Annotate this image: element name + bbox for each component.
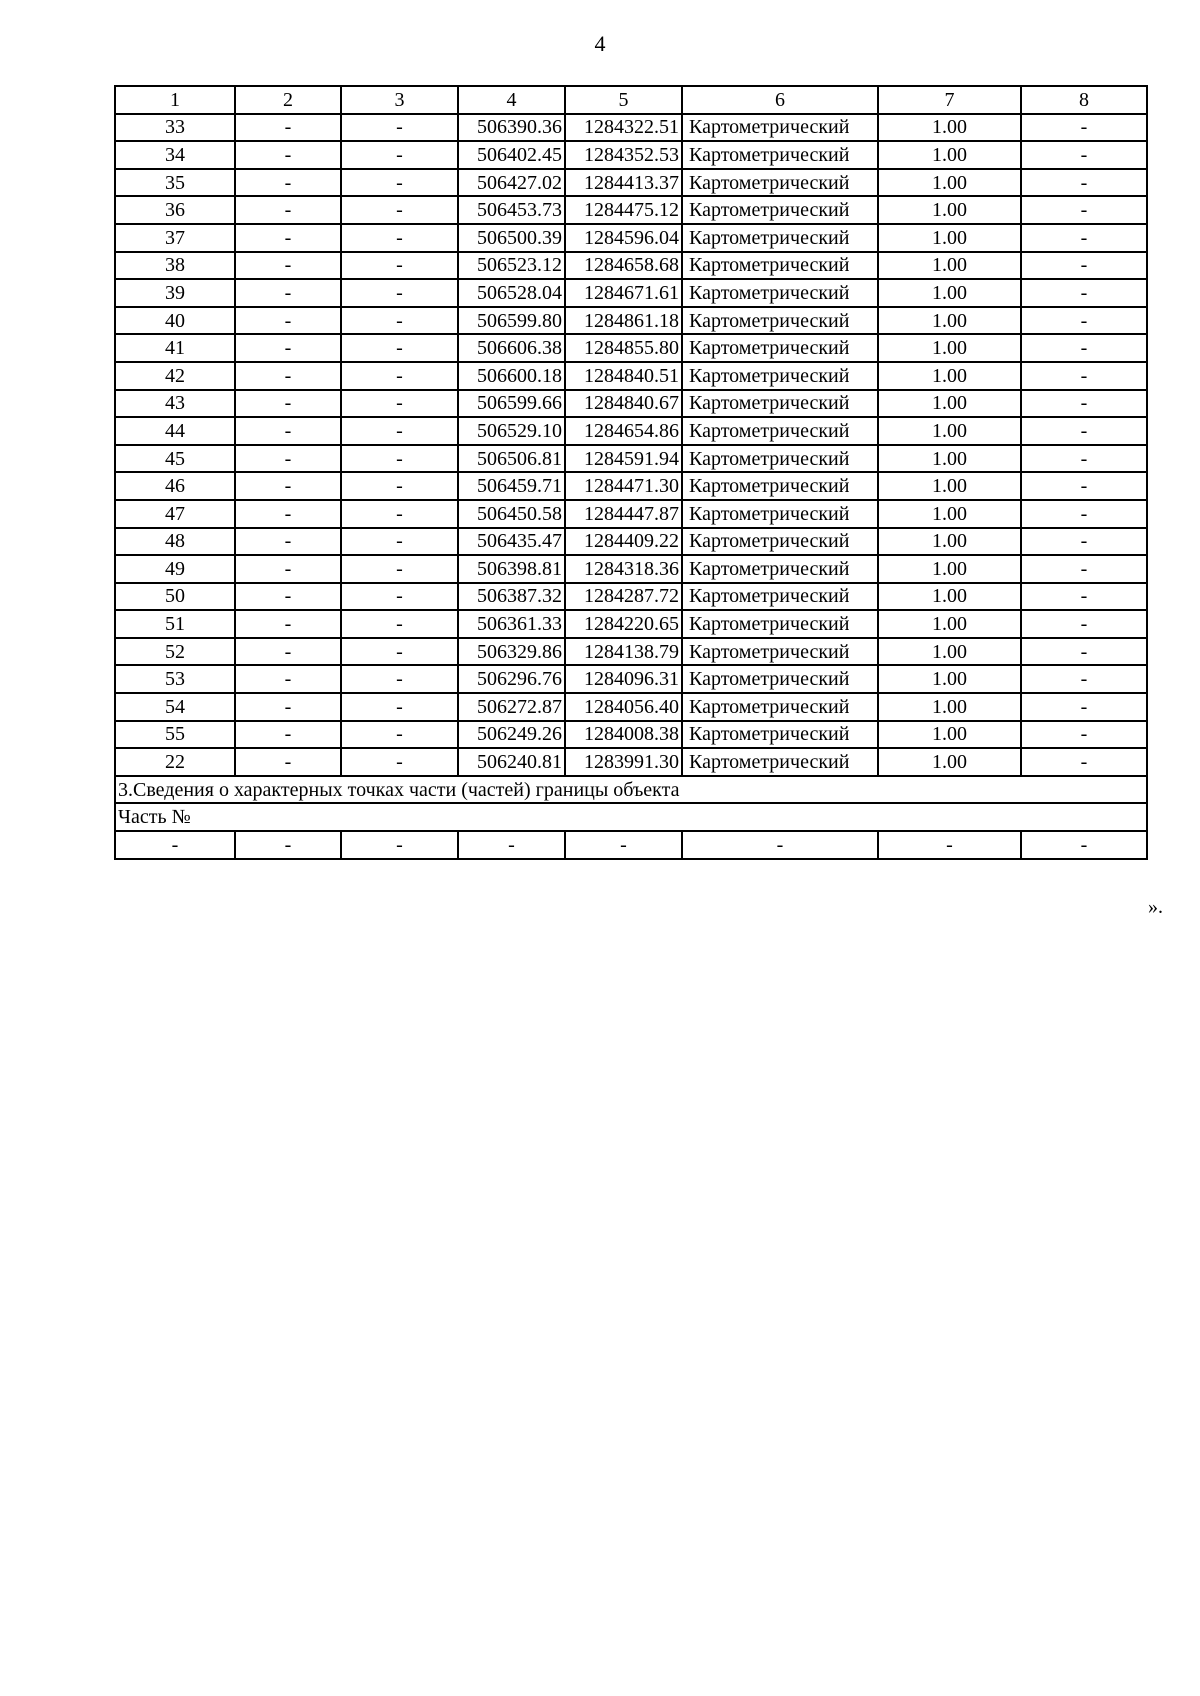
point-number-cell: 40 xyxy=(115,307,235,335)
part-label: Часть № xyxy=(115,803,1147,831)
point-number-cell: 53 xyxy=(115,665,235,693)
cell-8: - xyxy=(1021,224,1147,252)
coord-x-cell: 506459.71 xyxy=(458,472,565,500)
empty-cell: - xyxy=(458,831,565,859)
accuracy-cell: 1.00 xyxy=(878,610,1021,638)
method-cell: Картометрический xyxy=(682,555,878,583)
cell-8: - xyxy=(1021,472,1147,500)
cell-2: - xyxy=(235,196,341,224)
coord-x-cell: 506272.87 xyxy=(458,693,565,721)
coord-x-cell: 506390.36 xyxy=(458,114,565,142)
table-row xyxy=(115,252,1147,280)
cell-8: - xyxy=(1021,417,1147,445)
accuracy-cell: 1.00 xyxy=(878,279,1021,307)
coord-x-cell: 506427.02 xyxy=(458,169,565,197)
accuracy-cell: 1.00 xyxy=(878,528,1021,556)
column-header: 4 xyxy=(458,86,565,114)
method-cell: Картометрический xyxy=(682,583,878,611)
table-row xyxy=(115,500,1147,528)
column-header: 1 xyxy=(115,86,235,114)
cell-3: - xyxy=(341,169,458,197)
method-cell: Картометрический xyxy=(682,390,878,418)
part-label-row xyxy=(115,803,1147,831)
coord-y-cell: 1284352.53 xyxy=(565,141,682,169)
cell-2: - xyxy=(235,693,341,721)
coord-x-cell: 506329.86 xyxy=(458,638,565,666)
closing-quote-mark: ». xyxy=(1148,896,1163,918)
point-number-cell: 48 xyxy=(115,528,235,556)
coord-y-cell: 1284322.51 xyxy=(565,114,682,142)
point-number-cell: 37 xyxy=(115,224,235,252)
table-row xyxy=(115,665,1147,693)
cell-3: - xyxy=(341,279,458,307)
cell-2: - xyxy=(235,555,341,583)
method-cell: Картометрический xyxy=(682,693,878,721)
table-row xyxy=(115,693,1147,721)
cell-2: - xyxy=(235,417,341,445)
coord-x-cell: 506600.18 xyxy=(458,362,565,390)
cell-3: - xyxy=(341,445,458,473)
coord-y-cell: 1284138.79 xyxy=(565,638,682,666)
table-row xyxy=(115,610,1147,638)
cell-8: - xyxy=(1021,141,1147,169)
cell-3: - xyxy=(341,721,458,749)
point-number-cell: 43 xyxy=(115,390,235,418)
method-cell: Картометрический xyxy=(682,279,878,307)
point-number-cell: 44 xyxy=(115,417,235,445)
point-number-cell: 54 xyxy=(115,693,235,721)
cell-3: - xyxy=(341,748,458,776)
coord-x-cell: 506523.12 xyxy=(458,252,565,280)
cell-8: - xyxy=(1021,665,1147,693)
coord-x-cell: 506606.38 xyxy=(458,334,565,362)
point-number-cell: 41 xyxy=(115,334,235,362)
cell-3: - xyxy=(341,252,458,280)
coord-y-cell: 1284840.51 xyxy=(565,362,682,390)
method-cell: Картометрический xyxy=(682,307,878,335)
table-row xyxy=(115,748,1147,776)
method-cell: Картометрический xyxy=(682,500,878,528)
cell-3: - xyxy=(341,555,458,583)
column-header: 6 xyxy=(682,86,878,114)
method-cell: Картометрический xyxy=(682,638,878,666)
point-number-cell: 52 xyxy=(115,638,235,666)
accuracy-cell: 1.00 xyxy=(878,555,1021,583)
cell-8: - xyxy=(1021,307,1147,335)
coord-x-cell: 506387.32 xyxy=(458,583,565,611)
cell-8: - xyxy=(1021,638,1147,666)
cell-3: - xyxy=(341,638,458,666)
cell-8: - xyxy=(1021,583,1147,611)
cell-2: - xyxy=(235,334,341,362)
table-row xyxy=(115,445,1147,473)
table-row xyxy=(115,334,1147,362)
cell-8: - xyxy=(1021,555,1147,583)
coord-y-cell: 1284596.04 xyxy=(565,224,682,252)
cell-8: - xyxy=(1021,334,1147,362)
coord-x-cell: 506599.80 xyxy=(458,307,565,335)
point-number-cell: 51 xyxy=(115,610,235,638)
boundary-points-table xyxy=(114,85,1148,860)
cell-2: - xyxy=(235,500,341,528)
point-number-cell: 33 xyxy=(115,114,235,142)
accuracy-cell: 1.00 xyxy=(878,500,1021,528)
coord-y-cell: 1284855.80 xyxy=(565,334,682,362)
point-number-cell: 45 xyxy=(115,445,235,473)
cell-2: - xyxy=(235,445,341,473)
cell-3: - xyxy=(341,307,458,335)
method-cell: Картометрический xyxy=(682,334,878,362)
cell-2: - xyxy=(235,390,341,418)
cell-8: - xyxy=(1021,114,1147,142)
method-cell: Картометрический xyxy=(682,362,878,390)
point-number-cell: 39 xyxy=(115,279,235,307)
coord-x-cell: 506361.33 xyxy=(458,610,565,638)
accuracy-cell: 1.00 xyxy=(878,252,1021,280)
cell-3: - xyxy=(341,417,458,445)
accuracy-cell: 1.00 xyxy=(878,638,1021,666)
accuracy-cell: 1.00 xyxy=(878,334,1021,362)
accuracy-cell: 1.00 xyxy=(878,472,1021,500)
cell-2: - xyxy=(235,665,341,693)
point-number-cell: 35 xyxy=(115,169,235,197)
table-row xyxy=(115,417,1147,445)
cell-2: - xyxy=(235,472,341,500)
coord-y-cell: 1284658.68 xyxy=(565,252,682,280)
empty-cell: - xyxy=(235,831,341,859)
accuracy-cell: 1.00 xyxy=(878,748,1021,776)
table-row xyxy=(115,141,1147,169)
method-cell: Картометрический xyxy=(682,114,878,142)
table-row xyxy=(115,555,1147,583)
coord-x-cell: 506528.04 xyxy=(458,279,565,307)
coord-x-cell: 506450.58 xyxy=(458,500,565,528)
cell-8: - xyxy=(1021,279,1147,307)
empty-cell: - xyxy=(1021,831,1147,859)
cell-8: - xyxy=(1021,610,1147,638)
cell-3: - xyxy=(341,390,458,418)
accuracy-cell: 1.00 xyxy=(878,141,1021,169)
table-row xyxy=(115,472,1147,500)
coord-x-cell: 506398.81 xyxy=(458,555,565,583)
point-number-cell: 38 xyxy=(115,252,235,280)
accuracy-cell: 1.00 xyxy=(878,224,1021,252)
coord-x-cell: 506249.26 xyxy=(458,721,565,749)
accuracy-cell: 1.00 xyxy=(878,583,1021,611)
point-number-cell: 46 xyxy=(115,472,235,500)
cell-2: - xyxy=(235,252,341,280)
coord-y-cell: 1284654.86 xyxy=(565,417,682,445)
points-body xyxy=(115,114,1147,776)
cell-8: - xyxy=(1021,390,1147,418)
cell-2: - xyxy=(235,279,341,307)
table-row xyxy=(115,528,1147,556)
cell-8: - xyxy=(1021,252,1147,280)
point-number-cell: 22 xyxy=(115,748,235,776)
coord-y-cell: 1284861.18 xyxy=(565,307,682,335)
cell-2: - xyxy=(235,528,341,556)
column-header: 2 xyxy=(235,86,341,114)
coord-y-cell: 1284318.36 xyxy=(565,555,682,583)
cell-2: - xyxy=(235,307,341,335)
cell-2: - xyxy=(235,224,341,252)
coord-y-cell: 1284008.38 xyxy=(565,721,682,749)
method-cell: Картометрический xyxy=(682,169,878,197)
coord-x-cell: 506435.47 xyxy=(458,528,565,556)
method-cell: Картометрический xyxy=(682,445,878,473)
cell-8: - xyxy=(1021,500,1147,528)
section-title-row xyxy=(115,776,1147,804)
table-row xyxy=(115,169,1147,197)
cell-8: - xyxy=(1021,693,1147,721)
column-header: 8 xyxy=(1021,86,1147,114)
accuracy-cell: 1.00 xyxy=(878,665,1021,693)
accuracy-cell: 1.00 xyxy=(878,445,1021,473)
method-cell: Картометрический xyxy=(682,472,878,500)
cell-2: - xyxy=(235,638,341,666)
accuracy-cell: 1.00 xyxy=(878,196,1021,224)
cell-3: - xyxy=(341,334,458,362)
coord-y-cell: 1284287.72 xyxy=(565,583,682,611)
cell-2: - xyxy=(235,610,341,638)
method-cell: Картометрический xyxy=(682,252,878,280)
coord-y-cell: 1284409.22 xyxy=(565,528,682,556)
table-header-row xyxy=(115,86,1147,114)
coord-y-cell: 1284447.87 xyxy=(565,500,682,528)
point-number-cell: 42 xyxy=(115,362,235,390)
cell-2: - xyxy=(235,169,341,197)
coord-y-cell: 1284475.12 xyxy=(565,196,682,224)
column-header: 5 xyxy=(565,86,682,114)
section-title: 3.Сведения о характерных точках части (частей) границы объекта xyxy=(115,776,1147,804)
coord-x-cell: 506402.45 xyxy=(458,141,565,169)
coord-x-cell: 506529.10 xyxy=(458,417,565,445)
method-cell: Картометрический xyxy=(682,224,878,252)
coord-x-cell: 506453.73 xyxy=(458,196,565,224)
table-row xyxy=(115,390,1147,418)
coord-x-cell: 506506.81 xyxy=(458,445,565,473)
empty-cell: - xyxy=(115,831,235,859)
point-number-cell: 49 xyxy=(115,555,235,583)
method-cell: Картометрический xyxy=(682,528,878,556)
coord-y-cell: 1284471.30 xyxy=(565,472,682,500)
cell-8: - xyxy=(1021,748,1147,776)
empty-cell: - xyxy=(341,831,458,859)
coord-x-cell: 506599.66 xyxy=(458,390,565,418)
cell-8: - xyxy=(1021,445,1147,473)
coord-y-cell: 1284671.61 xyxy=(565,279,682,307)
coord-y-cell: 1284840.67 xyxy=(565,390,682,418)
column-header: 3 xyxy=(341,86,458,114)
method-cell: Картометрический xyxy=(682,721,878,749)
table-row xyxy=(115,196,1147,224)
method-cell: Картометрический xyxy=(682,141,878,169)
cell-8: - xyxy=(1021,528,1147,556)
coord-y-cell: 1284056.40 xyxy=(565,693,682,721)
accuracy-cell: 1.00 xyxy=(878,169,1021,197)
accuracy-cell: 1.00 xyxy=(878,390,1021,418)
accuracy-cell: 1.00 xyxy=(878,417,1021,445)
accuracy-cell: 1.00 xyxy=(878,362,1021,390)
method-cell: Картометрический xyxy=(682,748,878,776)
cell-3: - xyxy=(341,500,458,528)
empty-cell: - xyxy=(565,831,682,859)
cell-8: - xyxy=(1021,196,1147,224)
point-number-cell: 36 xyxy=(115,196,235,224)
cell-3: - xyxy=(341,196,458,224)
cell-8: - xyxy=(1021,362,1147,390)
method-cell: Картометрический xyxy=(682,417,878,445)
accuracy-cell: 1.00 xyxy=(878,693,1021,721)
coord-y-cell: 1284591.94 xyxy=(565,445,682,473)
cell-3: - xyxy=(341,665,458,693)
table-row xyxy=(115,279,1147,307)
method-cell: Картометрический xyxy=(682,665,878,693)
cell-2: - xyxy=(235,114,341,142)
table-row xyxy=(115,307,1147,335)
cell-3: - xyxy=(341,141,458,169)
accuracy-cell: 1.00 xyxy=(878,114,1021,142)
accuracy-cell: 1.00 xyxy=(878,307,1021,335)
cell-2: - xyxy=(235,362,341,390)
cell-3: - xyxy=(341,583,458,611)
coord-y-cell: 1284220.65 xyxy=(565,610,682,638)
coord-y-cell: 1284413.37 xyxy=(565,169,682,197)
cell-3: - xyxy=(341,114,458,142)
accuracy-cell: 1.00 xyxy=(878,721,1021,749)
cell-3: - xyxy=(341,528,458,556)
cell-2: - xyxy=(235,721,341,749)
coord-y-cell: 1283991.30 xyxy=(565,748,682,776)
cell-2: - xyxy=(235,748,341,776)
table-row xyxy=(115,721,1147,749)
table-row xyxy=(115,114,1147,142)
coord-x-cell: 506240.81 xyxy=(458,748,565,776)
table-row xyxy=(115,224,1147,252)
cell-3: - xyxy=(341,362,458,390)
cell-3: - xyxy=(341,224,458,252)
empty-cell: - xyxy=(878,831,1021,859)
point-number-cell: 55 xyxy=(115,721,235,749)
table-row xyxy=(115,362,1147,390)
point-number-cell: 50 xyxy=(115,583,235,611)
cell-8: - xyxy=(1021,169,1147,197)
coord-y-cell: 1284096.31 xyxy=(565,665,682,693)
table-row xyxy=(115,583,1147,611)
page-number: 4 xyxy=(594,31,606,56)
cell-3: - xyxy=(341,472,458,500)
cell-2: - xyxy=(235,141,341,169)
method-cell: Картометрический xyxy=(682,196,878,224)
cell-3: - xyxy=(341,693,458,721)
cell-8: - xyxy=(1021,721,1147,749)
coord-x-cell: 506500.39 xyxy=(458,224,565,252)
point-number-cell: 47 xyxy=(115,500,235,528)
column-header: 7 xyxy=(878,86,1021,114)
point-number-cell: 34 xyxy=(115,141,235,169)
table-row xyxy=(115,638,1147,666)
method-cell: Картометрический xyxy=(682,610,878,638)
cell-3: - xyxy=(341,610,458,638)
empty-part-row xyxy=(115,831,1147,859)
empty-cell: - xyxy=(682,831,878,859)
cell-2: - xyxy=(235,583,341,611)
coord-x-cell: 506296.76 xyxy=(458,665,565,693)
